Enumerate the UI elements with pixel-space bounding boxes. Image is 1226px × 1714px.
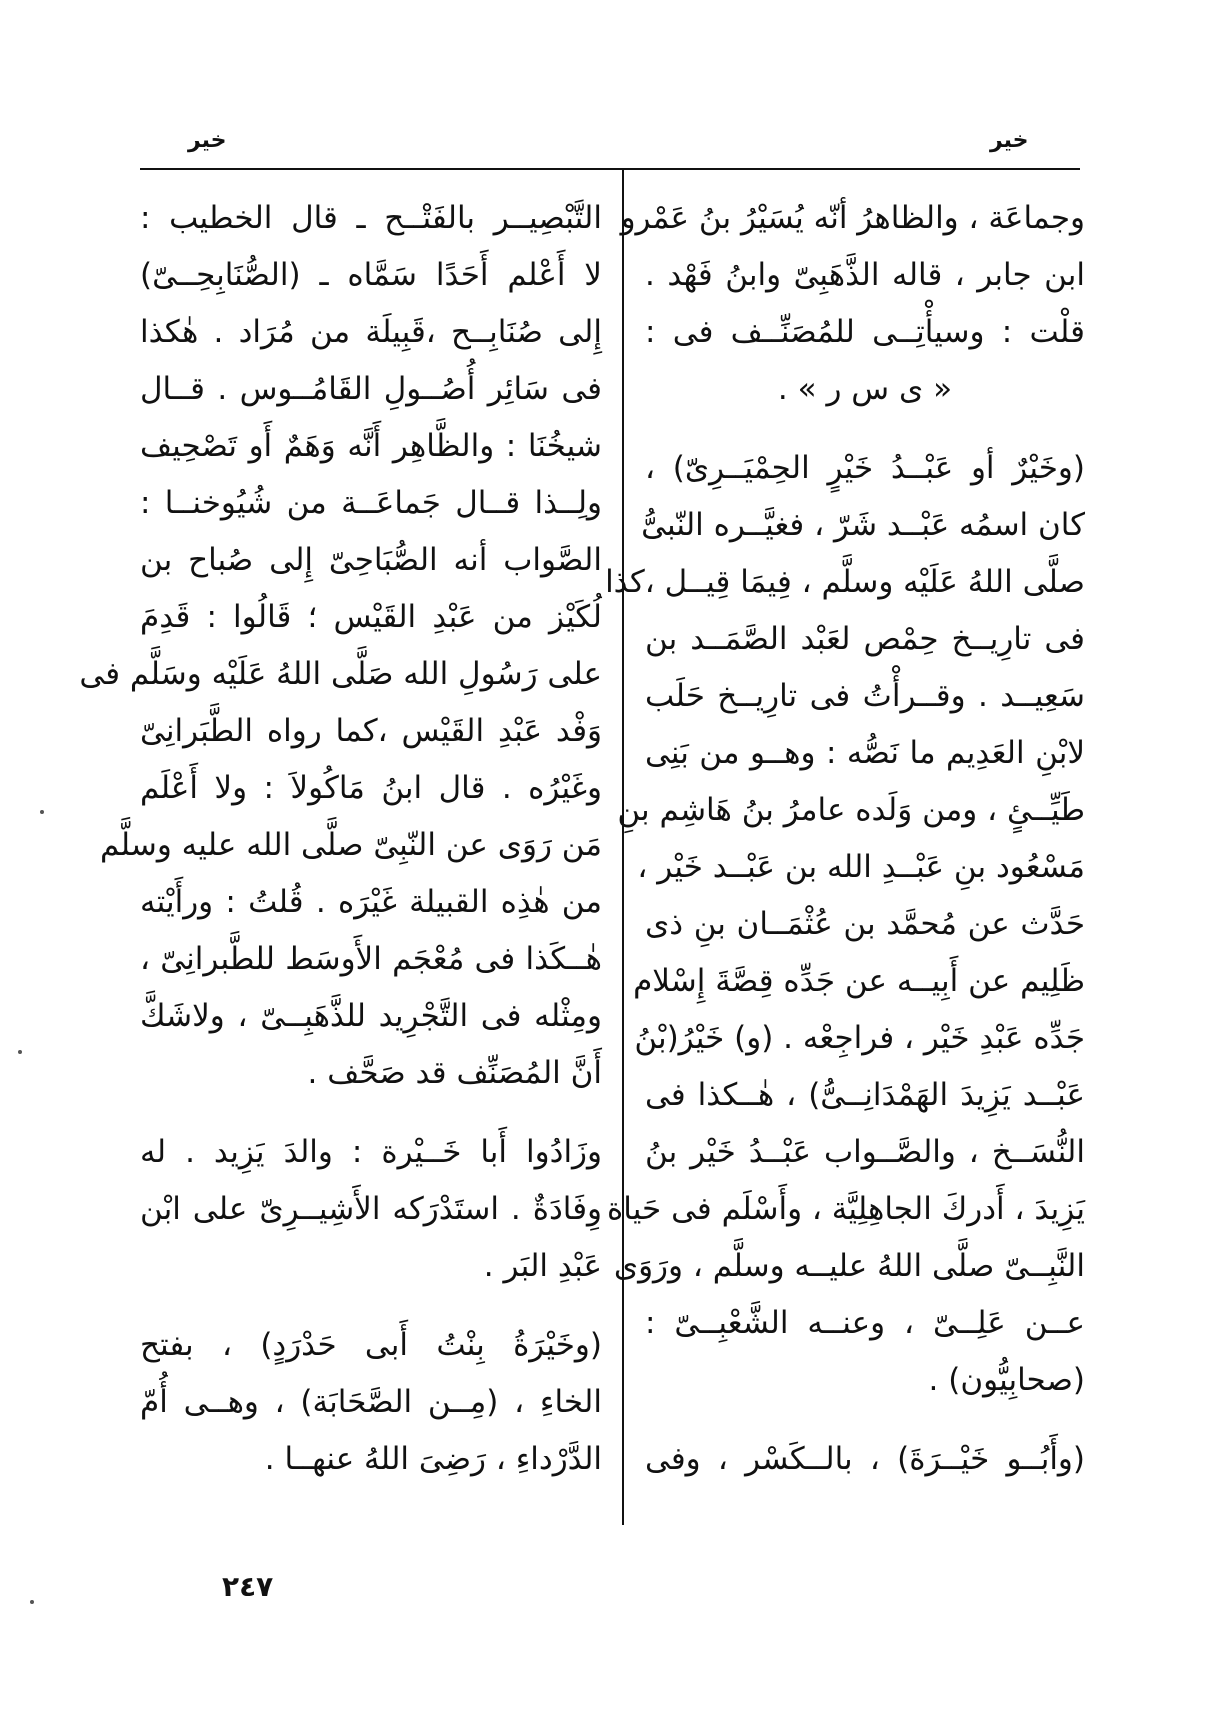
header-rule [140, 168, 1080, 170]
text-line: لا أَعْلم أَحَدًا سَمَّاه ـ (الصُّنَابِحِــىّ) [140, 257, 602, 293]
scan-speck [18, 1050, 22, 1054]
entry-heading-line: (وخَيْرَةُ بِنْتُ أَبى حَدْرَدٍ) ، بفتح [140, 1327, 602, 1363]
right-column [605, 190, 1085, 1488]
scan-speck [40, 810, 44, 814]
text-line: عَبْــد يَزِيدَ الهَمْدَانِــىُّ) ، هٰــكذا فى [645, 1077, 1085, 1113]
text-line: من هٰذِه القبيلة غَيْرَه . قُلتُ : ورأَيْته [140, 884, 602, 920]
text-line: مَسْعُود بنِ عَبْــدِ الله بن عَبْــد خَيْر ، [637, 849, 1085, 885]
text-line: وجماعَة ، والظاهرُ أنّه يُسَيْرُ بنُ عَمْرو [620, 200, 1085, 236]
text-line: لابْنِ العَدِيم ما نَصُّه : وهــو من بَنِى [645, 735, 1085, 771]
text-line: الصَّواب أنه الصُّبَاحِىّ إِلى صُباح بن [140, 542, 602, 578]
text-line: أَنَّ المُصَنِّف قد صَحَّف . [307, 1055, 602, 1091]
running-header-right: خير [990, 128, 1029, 153]
text-line: وِفَادَةٌ . استَدْرَكه الأَشِيــرِىّ على ابْن [140, 1191, 602, 1227]
left-column [79, 190, 602, 1488]
text-line: مَن رَوَى عن النّبِىّ صلَّى الله عليه وسلَّم [99, 827, 602, 863]
page-number: ٢٤٧ [222, 1570, 274, 1603]
text-line: فى سَائِر أُصُــولِ القَامُــوس . قــال [140, 371, 602, 407]
text-line: سَعِيــد . وقــرأْتُ فى تارِيــخ حَلَب [645, 678, 1085, 714]
text-line: صلَّى اللهُ عَلَيْه وسلَّم ، فِيمَا قِيــل ،كذا [605, 564, 1085, 600]
entry-heading-line: (وخَيْرٌ أو عَبْــدُ خَيْرٍ الحِمْيَــرِىّ) ، [645, 450, 1085, 486]
text-line: ولِــذا قــال جَماعَــة من شُيُوخنــا : [140, 485, 602, 521]
text-line: كان اسمُه عَبْــد شَرّ ، فغيَّــره النّبىُّ [641, 507, 1085, 543]
text-line: الدَّرْداءِ ، رَضِىَ اللهُ عنهــا . [264, 1441, 602, 1477]
text-line: ابن جابر ، قاله الذَّهَبِىّ وابنُ فَهْد . [645, 257, 1085, 293]
text-line: وَفْد عَبْدِ القَيْس ،كما رواه الطَّبَرانِىّ [140, 713, 602, 749]
text-line: وغَيْرُه . قال ابنُ مَاكُولاَ : ولا أَعْلَم [140, 770, 602, 806]
running-header-left: خير [188, 128, 227, 153]
text-line: النُّسَــخ ، والصَّــواب عَبْــدُ خَيْر بنُ [645, 1134, 1085, 1170]
text-line: لُكَيْز من عَبْدِ القَيْس ؛ قَالُوا : قَدِمَ [140, 599, 602, 635]
column-divider [622, 170, 624, 1525]
text-line: هٰــكَذا فى مُعْجَم الأَوسَط للطَّبرانِىّ ، [140, 941, 602, 977]
text-line: جَدِّه عَبْدِ خَيْر ، فراجِعْه . (و) خَيْرُ(بْنُ [634, 1020, 1085, 1056]
text-line: شيخُنَا : والظَّاهِر أَنَّه وَهَمٌ أَو تَصْحِيف [140, 428, 602, 464]
text-line: « ى س ر » . [777, 371, 953, 407]
text-line: إِلى صُنَابِــح ،قَبِيلَة من مُرَاد . هٰكذا [140, 314, 602, 350]
text-line: ومِثْله فى التَّجْرِيد للذَّهَبِــىّ ، ولاشَكَّ [140, 998, 602, 1034]
text-line: طَيِّــئٍ ، ومن وَلَده عامرُ بنُ هَاشِم بنِ [617, 792, 1085, 828]
text-line: وزَادُوا أَبا خَــيْرة : والدَ يَزِيد . له [140, 1134, 602, 1170]
entry-heading-line: (وأَبُــو خَيْــرَةَ) ، بالــكَسْر ، وفى [645, 1441, 1085, 1477]
text-line: الخاءِ ، (مِــن الصَّحَابَة) ، وهــى أُمّ [140, 1384, 602, 1420]
text-line: النَّبِــىّ صلَّى اللهُ عليــه وسلَّم ، ورَوَى [613, 1248, 1085, 1284]
text-line: فى تارِيــخ حِمْص لعَبْد الصَّمَــد بن [645, 621, 1085, 657]
text-line: قلْت : وسيأْتِــى للمُصَنِّــف فى : [645, 314, 1085, 350]
text-line: يَزِيدَ ، أَدركَ الجاهِلِيَّة ، وأَسْلَم فى حَياة [607, 1191, 1085, 1227]
text-line: حَدَّث عن مُحمَّد بن عُثْمَــان بنِ ذى [645, 906, 1085, 942]
text-line: ظَلِيم عن أَبِيــه عن جَدِّه قِصَّةَ إِسْلام [633, 963, 1085, 999]
scan-speck [30, 1600, 34, 1604]
text-line: على رَسُولِ الله صَلَّى اللهُ عَلَيْه وسَلَّم فى [79, 656, 602, 692]
text-line: التَّبْصِيــر بالفَتْــح ـ قال الخطيب : [140, 200, 602, 236]
text-line: (صحابِيُّون) . [928, 1362, 1085, 1398]
text-line: عَبْدِ البَر . [483, 1248, 602, 1284]
text-line: عــن عَلِــىّ ، وعنــه الشَّعْبِــىّ : [645, 1305, 1085, 1341]
